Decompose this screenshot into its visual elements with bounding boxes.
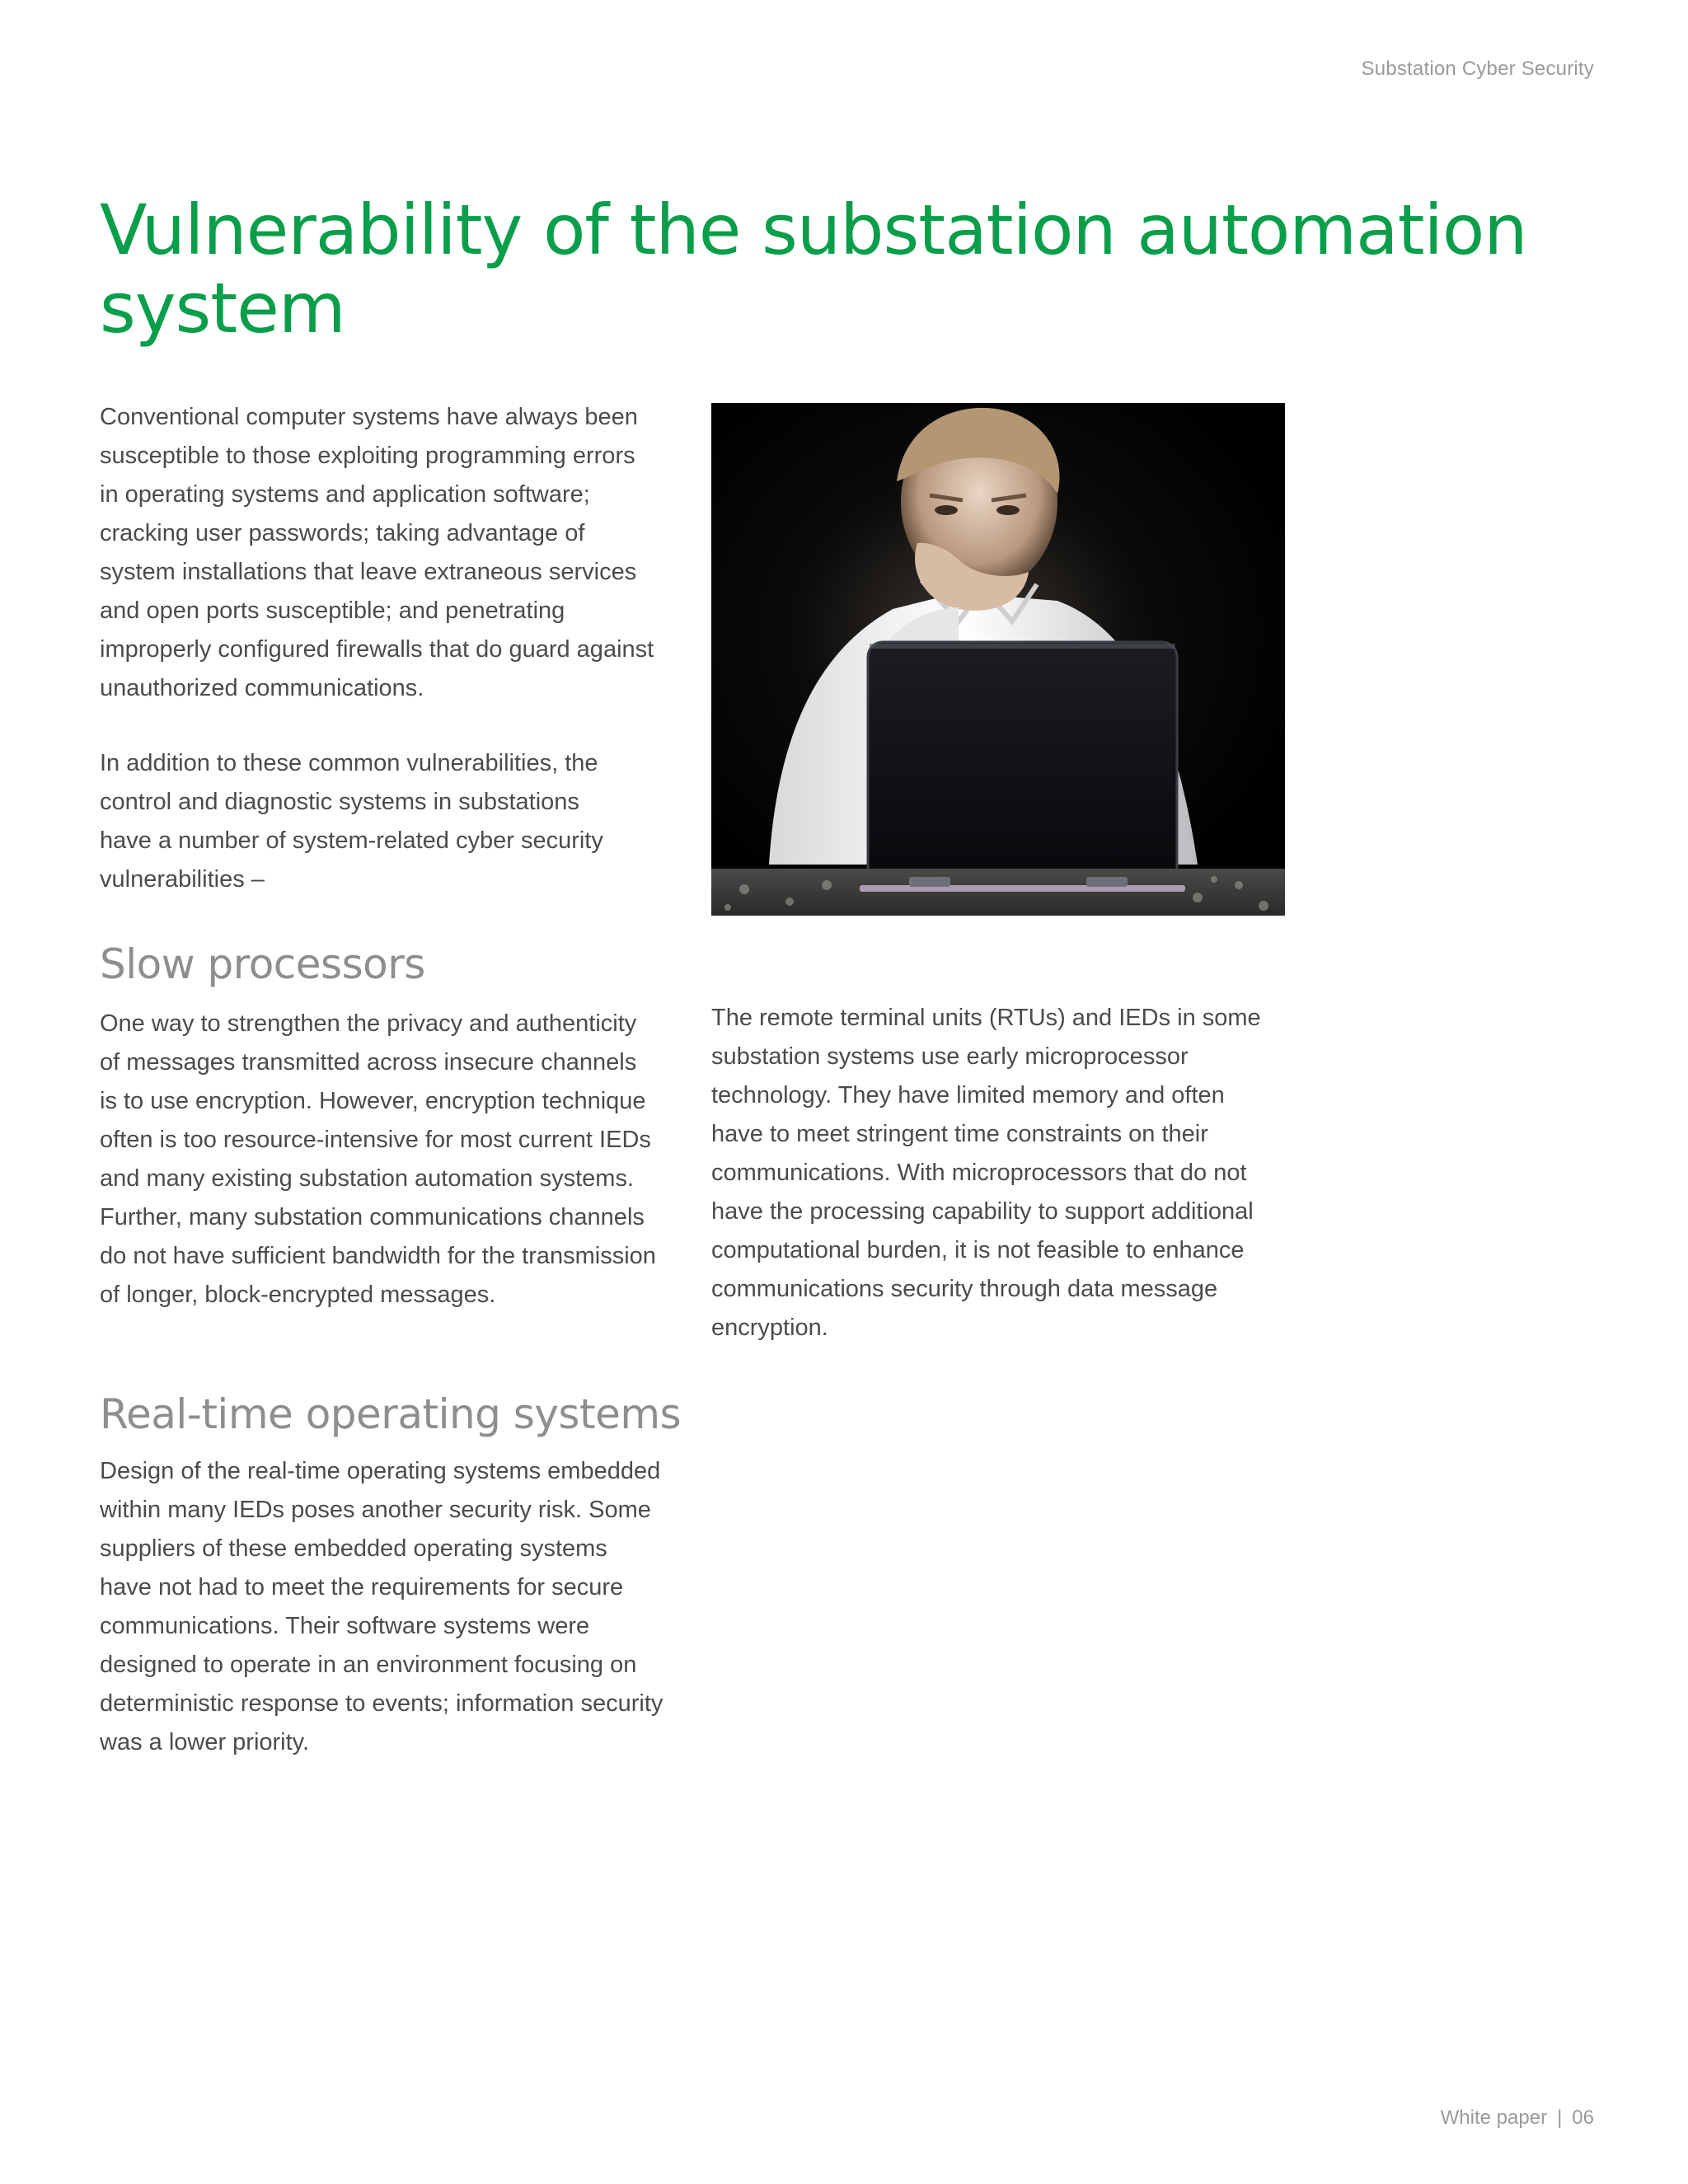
page-title: Vulnerability of the substation automation system <box>100 190 1527 349</box>
footer-label: White paper <box>1440 2107 1548 2129</box>
section-heading-slow-processors: Slow processors <box>100 940 425 988</box>
page-footer <box>1441 2107 1594 2130</box>
real-time-os-paragraph: Design of the real-time operating systems embedded within many IEDs poses another security risk. Some suppliers of these embedded operating systems have not had to meet the requirements for secure communications. Their software systems were designed to operate in an environment focusing on deterministic response to events; information security was a lower priority. <box>100 1458 663 1755</box>
slow-processors-paragraph-1: One way to strengthen the privacy and authenticity of messages transmitted across insecure channels is to use encryption. However, encryption technique often is too resource-intensive for most current IEDs and many existing substation automation systems. Further, many substation communications channels do not have sufficient bandwidth for the transmission of longer, block-encrypted messages. <box>100 1010 656 1308</box>
running-header: Substation Cyber Security <box>1361 58 1594 80</box>
intro-paragraph-1: Conventional computer systems have always been susceptible to those exploiting programming errors in operating systems and application software; cracking user passwords; taking advantage of system installations that leave extraneous services and open ports susceptible; and penetrating improperly configured firewalls that do guard against unauthorized communications. <box>100 404 654 701</box>
page-number: 06 <box>1572 2107 1594 2129</box>
person-at-laptop-photo <box>711 403 1285 916</box>
slow-processors-paragraph-2: The remote terminal units (RTUs) and IEDs in some substation systems use early microprocessor technology. They have limited memory and often have to meet stringent time constraints on their communications. With microprocessors that do not have the processing capability to support additional computational burden, it is not feasible to enhance communications security through data message encryption. <box>711 1005 1261 1341</box>
footer-separator: | <box>1557 2107 1563 2129</box>
section-heading-real-time-os: Real-time operating systems <box>100 1390 682 1438</box>
intro-paragraph-2: In addition to these common vulnerabilities, the control and diagnostic systems in substations have a number of system-related cyber security vulnerabilities – <box>100 750 603 893</box>
